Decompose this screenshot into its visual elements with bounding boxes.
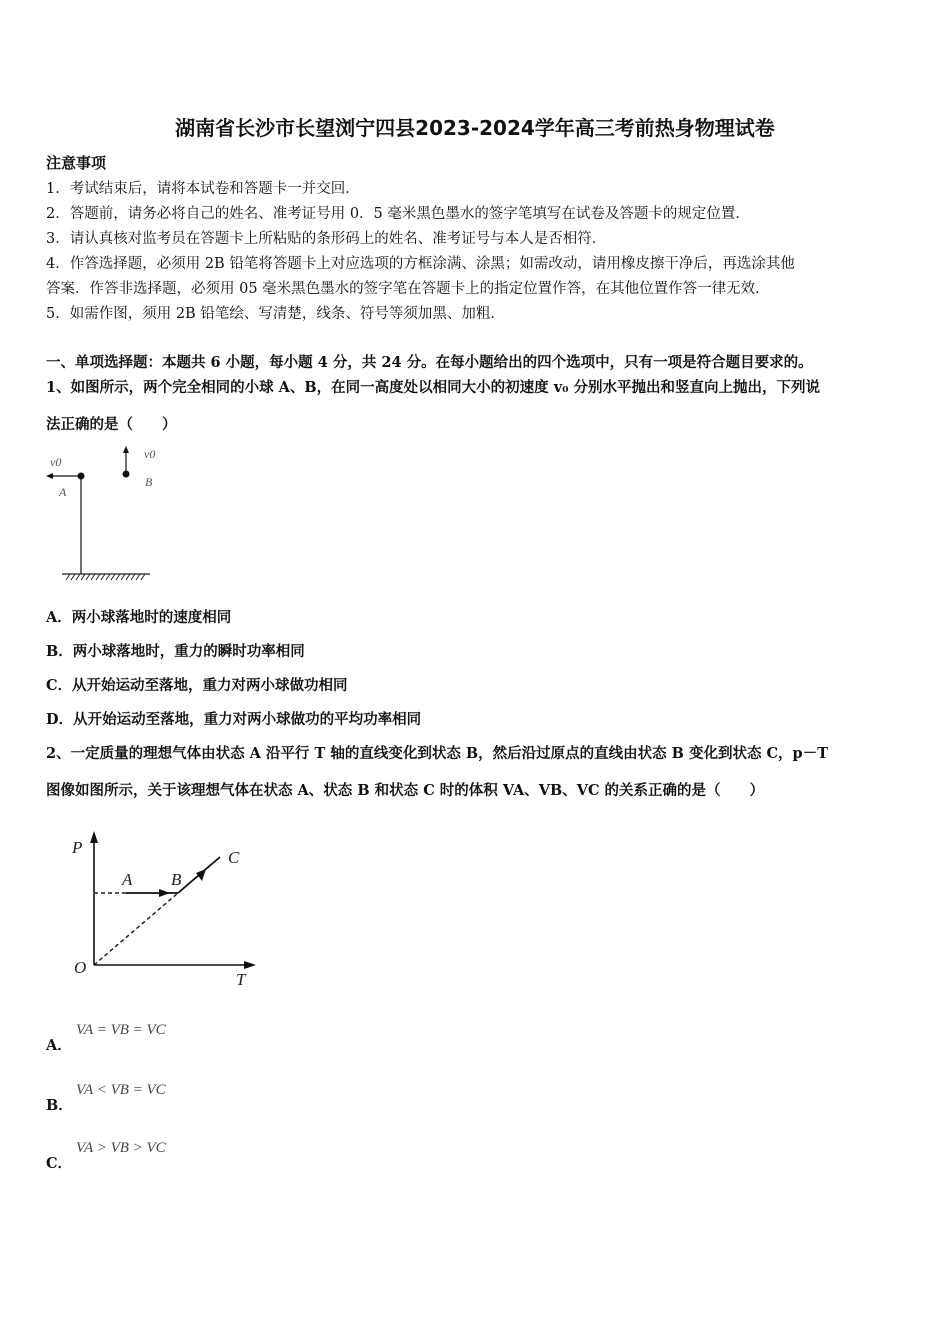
label-a: A xyxy=(59,485,67,499)
t-axis-arrow xyxy=(244,961,256,969)
dashed-origin-line xyxy=(94,893,178,965)
point-label-b: B xyxy=(171,870,182,889)
q1-figure xyxy=(40,440,160,590)
ground-hatch xyxy=(66,574,145,580)
note-item: 3．请认真核对监考员在答题卡上所粘贴的条形码上的姓名、准考证号与本人是否相符． xyxy=(46,231,607,247)
page-title: 湖南省长沙市长望浏宁四县2023-2024学年高三考前热身物理试卷 xyxy=(175,116,775,140)
q2-option-c-label: C． xyxy=(46,1155,73,1172)
q2-stem-line1: 2、一定质量的理想气体由状态 A 沿平行 T 轴的直线变化到状态 B，然后沿过原点的直线由状态 B 变化到状态 C，p－T xyxy=(46,745,828,762)
q2-option-b-label: B． xyxy=(46,1097,73,1114)
note-item: 4．作答选择题，必须用 2B 铅笔将答题卡上对应选项的方框涂满、涂黑；如需改动，请用橡皮擦干净后，再选涂其他 xyxy=(46,256,795,272)
section-heading: 一、单项选择题：本题共 6 小题，每小题 4 分，共 24 分。在每小题给出的四个选项中，只有一项是符合题目要求的。 xyxy=(46,354,813,371)
note-item: 1．考试结束后，请将本试卷和答题卡一并交回． xyxy=(46,181,360,197)
arrowhead-b xyxy=(123,446,129,453)
q2-option-c-formula: VA > VB > VC xyxy=(76,1140,166,1156)
note-item: 5．如需作图，须用 2B 铅笔绘、写清楚，线条、符号等须加黑、加粗． xyxy=(46,306,505,322)
origin-label: O xyxy=(74,958,87,977)
label-b: B xyxy=(145,475,153,489)
q2-option-b-formula: VA < VB = VC xyxy=(76,1082,166,1098)
note-item: 答案．作答非选择题，必须用 05 毫米黑色墨水的签字笔在答题卡上的指定位置作答，在其他位置作答一律无效． xyxy=(46,281,770,297)
q1-stem-line2: 法正确的是（ ） xyxy=(46,416,177,433)
q2-option-a-label: A． xyxy=(46,1037,72,1054)
arrow-a-to-b xyxy=(159,889,170,897)
q2-stem-line2: 图像如图所示，关于该理想气体在状态 A、状态 B 和状态 C 时的体积 VA、VB、VC 的关系正确的是（ ） xyxy=(46,782,765,799)
q1-stem-line1: 1、如图所示，两个完全相同的小球 A、B，在同一高度处以相同大小的初速度 v₀ 分别水平抛出和竖直向上抛出，下列说 xyxy=(46,379,821,396)
notes-heading: 注意事项 xyxy=(46,154,107,172)
arrow-b-to-c xyxy=(196,869,206,881)
point-label-a: A xyxy=(122,870,133,889)
q2-option-a-formula: VA = VB = VC xyxy=(76,1022,166,1038)
q1-option-b: B．两小球落地时，重力的瞬时功率相同 xyxy=(46,643,305,660)
q1-option-d: D．从开始运动至落地，重力对两小球做功的平均功率相同 xyxy=(46,711,422,728)
arrowhead-a xyxy=(46,473,53,479)
p-axis-arrow xyxy=(90,831,98,843)
note-item: 2．答题前，请务必将自己的姓名、准考证号用 0．5 毫米黑色墨水的签字笔填写在试卷及答题卡的规定位置． xyxy=(46,206,750,222)
q1-option-a: A．两小球落地时的速度相同 xyxy=(46,609,232,626)
axis-label-p: P xyxy=(72,838,83,857)
axis-label-t: T xyxy=(236,970,246,989)
point-label-c: C xyxy=(228,848,240,867)
q1-option-c: C．从开始运动至落地，重力对两小球做功相同 xyxy=(46,677,348,694)
label-v0-right: v0 xyxy=(144,447,156,461)
q2-pt-graph xyxy=(60,825,270,995)
label-v0-left: v0 xyxy=(50,455,62,469)
